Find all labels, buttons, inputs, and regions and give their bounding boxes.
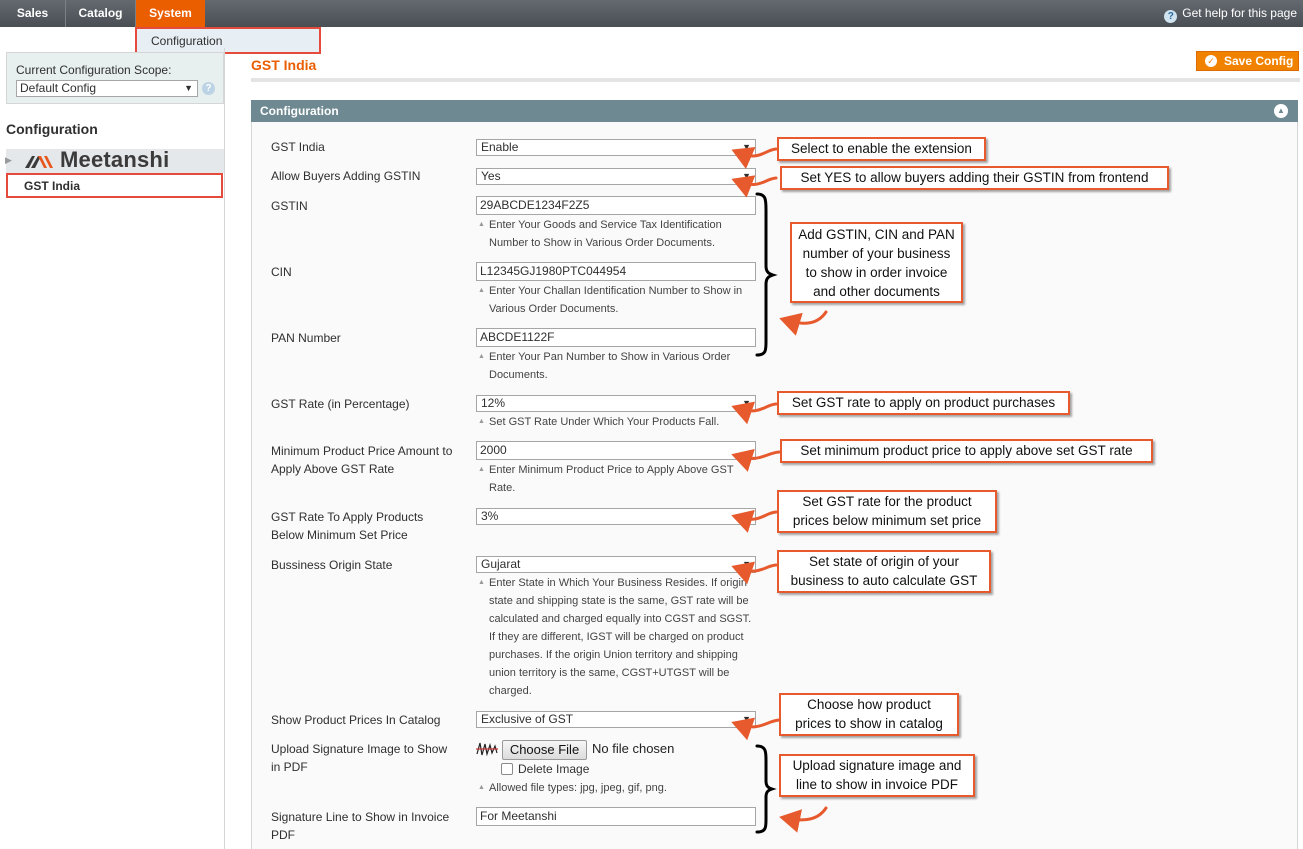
note-line: Various Order Documents. [489,303,619,315]
min-price-label [271,442,452,478]
pan-value: ABCDE1122F [480,330,555,344]
callout-line: prices below minimum set price [792,513,982,528]
nav-catalog[interactable]: Catalog [66,0,136,27]
meetanshi-logo-icon [25,149,59,173]
note-line: Enter Your Goods and Service Tax Identification [489,219,722,231]
note-line: If they are different, IGST will be charged on product [489,631,744,643]
callout-line: Set state of origin of your [808,554,960,569]
scope-value: Default Config [20,81,97,95]
allow-buyers-select[interactable] [476,168,756,185]
below-rate-label [271,508,423,544]
gst-rate-value: 12% [481,396,506,410]
signature-line-input[interactable] [476,807,756,826]
note-line: Number to Show in Various Order Documents. [489,237,715,249]
origin-state-note [478,574,758,700]
check-icon: ✓ [1205,55,1217,67]
callout-text: Set YES to allow buyers adding their GSTIN from frontend [800,170,1149,185]
delete-image-label: Delete Image [518,762,590,776]
label-line: Signature Line to Show in Invoice [271,810,450,824]
note-line: Enter State in Which Your Business Resides. If origin [489,577,748,589]
callout-text: Set minimum product price to apply above set GST rate [800,443,1133,458]
callout-line: Choose how product [807,697,931,712]
gstin-input[interactable] [476,196,756,215]
min-price-note [478,461,758,497]
dropdown-arrow-icon: ▼ [742,171,751,181]
note-arrow-icon: ▲ [478,579,485,586]
label-line: Upload Signature Image to Show [271,742,448,756]
note-line: Enter Your Pan Number to Show in Various Order [489,351,731,363]
callout-numbers [790,222,963,303]
signature-line-value: For Meetanshi [480,809,557,823]
help-label: Get help for this page [1182,6,1297,20]
note-line: union territory is the same, CGST+UTGST will be [489,667,730,679]
show-prices-label: Show Product Prices In Catalog [271,713,441,727]
choose-file-button[interactable] [502,740,587,760]
callout-line: business to auto calculate GST [790,573,978,588]
title-divider [251,78,1300,82]
gst-rate-note [478,413,758,431]
note-line: Allowed file types: jpg, jpeg, gif, png. [489,782,667,794]
signature-thumbnail-icon [476,741,498,757]
callout-line: and other documents [813,284,940,299]
gst-india-label: GST India [271,140,325,154]
gstin-label: GSTIN [271,199,308,213]
note-line: calculated and charged equally into CGST and SGST. [489,613,752,625]
dropdown-arrow-icon: ▼ [742,714,751,724]
pan-input[interactable] [476,328,756,347]
note-line: state and shipping state is the same, GST rate will be [489,595,749,607]
show-prices-value: Exclusive of GST [481,712,574,726]
save-config-button[interactable] [1196,51,1299,71]
callout-state [777,550,991,593]
gstin-value: 29ABCDE1234F2Z5 [480,198,590,212]
note-line: Enter Minimum Product Price to Apply Above GST [489,464,734,476]
callout-line: prices to show in catalog [795,716,943,731]
label-line: Below Minimum Set Price [271,528,408,542]
note-line: purchases. If the origin Union territory and shipping [489,649,738,661]
gst-india-value: Enable [481,140,519,154]
callout-below-rate [777,490,997,533]
label-line: Apply Above GST Rate [271,462,395,476]
expand-arrow-icon: ▶ [5,155,12,165]
callout-line: number of your business [802,246,951,261]
note-arrow-icon: ▲ [478,418,485,425]
note-line: Rate. [489,482,516,494]
delete-image-checkbox[interactable] [501,763,513,775]
cin-label: CIN [271,265,292,279]
pan-note [478,348,758,384]
note-arrow-icon: ▲ [478,287,485,294]
allow-buyers-value: Yes [481,169,501,183]
dropdown-arrow-icon: ▼ [742,511,751,521]
note-arrow-icon: ▲ [478,784,485,791]
nav-sales[interactable]: Sales [0,0,66,27]
callout-line: line to show in invoice PDF [795,777,959,792]
sidebar-item-gst-india[interactable] [6,173,223,198]
show-prices-select[interactable] [476,711,756,728]
gstin-note [478,216,758,252]
origin-state-label: Bussiness Origin State [271,558,393,572]
dropdown-arrow-icon: ▼ [742,559,751,569]
dropdown-arrow-icon: ▼ [742,398,751,408]
note-line: charged. [489,685,532,697]
note-arrow-icon: ▲ [478,466,485,473]
sidebar-heading: Configuration [6,121,98,137]
callout-prices [779,693,959,736]
callout-rate [777,391,1070,415]
save-config-label: Save Config [1224,54,1294,68]
callout-text: Set GST rate to apply on product purchases [791,395,1056,410]
label-line: GST Rate To Apply Products [271,510,424,524]
label-line: PDF [271,828,295,842]
callout-line: Set GST rate for the product [802,494,972,509]
label-line: Minimum Product Price Amount to [271,444,453,458]
nav-system[interactable]: System [136,0,205,27]
callout-line: Add GSTIN, CIN and PAN [798,227,955,242]
callout-signature [779,754,975,797]
submenu-label: Configuration [151,34,223,48]
section-title: Configuration [260,104,339,118]
callout-line: to show in order invoice [805,265,948,280]
cin-note [478,282,758,318]
note-line: Enter Your Challan Identification Number to Show in [489,285,743,297]
help-link[interactable] [1164,0,1297,27]
cin-input[interactable] [476,262,756,281]
page-title: GST India [251,57,317,73]
below-rate-value: 3% [481,509,499,523]
dropdown-arrow-icon: ▼ [184,83,193,93]
min-price-value: 2000 [480,443,507,457]
file-status: No file chosen [592,741,675,756]
gst-rate-label: GST Rate (in Percentage) [271,397,410,411]
min-price-input[interactable] [476,441,756,460]
callout-text: Select to enable the extension [791,141,972,156]
callout-line: Upload signature image and [792,758,962,773]
gst-india-select[interactable] [476,139,756,156]
callout-enable [777,137,986,161]
choose-file-label: Choose File [509,742,580,757]
callout-buyers [780,166,1169,190]
scope-label: Current Configuration Scope: [16,63,172,77]
allow-buyers-label: Allow Buyers Adding GSTIN [271,169,421,183]
sidebar-item-label: GST India [24,179,81,193]
collapse-icon[interactable]: ▲ [1274,104,1288,118]
note-arrow-icon: ▲ [478,353,485,360]
gst-rate-select[interactable] [476,395,756,412]
origin-state-value: Gujarat [481,557,521,571]
pan-label: PAN Number [271,331,341,345]
section-header[interactable] [251,100,1298,122]
scope-select[interactable] [16,80,198,97]
dropdown-arrow-icon: ▼ [742,142,751,152]
note-line: Documents. [489,369,548,381]
below-rate-select[interactable] [476,508,756,525]
callout-min-price [780,439,1153,463]
help-icon: ? [1164,10,1177,23]
top-navigation [0,0,1303,27]
signature-image-label [271,740,447,776]
scope-help-icon[interactable]: ? [202,82,215,95]
note-line: Set GST Rate Under Which Your Products Fall. [489,416,720,428]
signature-line-label [271,808,449,844]
note-arrow-icon: ▲ [478,221,485,228]
sidebar-group-label: Meetanshi [60,147,170,172]
signature-image-note [478,779,758,797]
label-line: in PDF [271,760,308,774]
cin-value: L12345GJ1980PTC044954 [480,264,627,278]
origin-state-select[interactable] [476,556,756,573]
